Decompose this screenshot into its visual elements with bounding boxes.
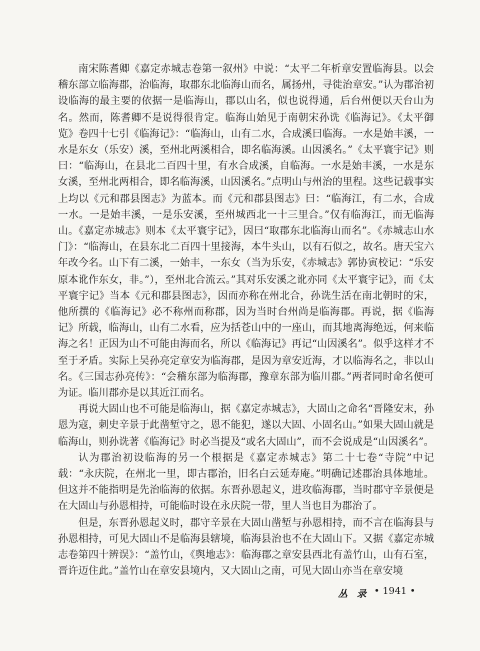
running-title: 丛 录 — [338, 589, 370, 600]
paragraph: 认为郡治初设临海的另一个根据是《嘉定赤城志》第二十七卷“寺院”中记载：“永庆院，在州北一里，即古郡治，旧名白云延寿庵。”明确记述郡治具体地址。但这并不能指明是先治临海的依据。东晋孙恩起义，进攻临海郡，当时郡守辛景便是在大固山与孙恩相持，可能临时设在永庆院一带，里人当也目为郡治了。 — [58, 452, 434, 513]
page-footer — [0, 584, 480, 604]
paragraph: 但是，东晋孙恩起义时，郡守辛景在大固山凿堑与孙恩相持，而不言在临海县与孙恩相持，可见大固山不是临海县辖境，临海县治也不在大固山下。又据《嘉定赤城志卷第四十辨误》：“盖竹山，《舆地志》：临海郡之章安县西北有盖竹山，山有石室，晋许迈住此。”盖竹山在章安县境内，又大固山之南，可见大固山亦当在章安境 — [58, 517, 434, 578]
paragraph: 南宋陈耆卿《嘉定赤城志卷第一叙州》中说：“太平二年析章安置临海县。以会稽东部立临海郡，治临海，取郡东北临海山而名，属扬州，寻徙治章安。”认为郡治初设临海的最主要的依据一是临海山，郡以山名，似也说得通，后台州便以天台山为名。然而，陈耆卿不是说得很肯定。临海山始见于南朝宋孙诜《临海记》。《太平御览》卷四十七引《临海记》：“临海山，山有二水，合成溪曰临海。一水是始丰溪，一水是东女（乐安）溪，至州北两溪相合，即名临海溪。山因溪名。”《太平寰宇记》则曰：“临海山，在县北二百四十里，有水合成溪，自临海。一水是始丰溪，一水是东女溪，至州北两相合，即名临海溪，山因溪名。”点明山与州治的里程。这些记载事实上均以《元和郡县图志》为蓝本。而《元和郡县图志》曰：“临海江，有二水，合成一水。一是始丰溪，一是乐安溪，至州城西北一十三里合。”仅有临海江，而无临海山。《嘉定赤城志》则本《太平寰宇记》，因曰“取郡东北临海山而名”。《赤城志山水门》：“临海山，在县东北二百四十里接海，本牛头山，以有石似之，故名。唐天宝六年改今名。山下有二溪，一始丰，一东女（当为乐安，《赤城志》郭协寅校记：“乐安原本讹作东女，非。”），至州北合流云。”其对乐安溪之讹亦同《太平寰宇记》，而《太平寰宇记》当本《元和郡县图志》，因而亦称在州北合，孙诜生活在南北朝时的宋，他所撰的《临海记》必不称州而称郡，因为当时台州尚是临海郡。再说，据《临海记》所载，临海山，山有二水看，应为括苍山中的一座山，而其地离海绝远，何来临海之名！正因为山不可能由海而名，所以《临海记》再记“山因溪名”。似乎这样才不至于矛盾。实际上吴孙亮定章安为临海郡，是因为章安近海，才以临海名之，非以山名。《三国志孙亮传》：“会稽东部为临海郡，豫章东部为临川郡。”两者同时命名便可为证。临川郡亦是以其近江而名。 — [58, 64, 434, 400]
body-text — [58, 62, 434, 581]
page-number: • 1941 • — [374, 586, 416, 597]
paragraph: 再说大固山也不可能是临海山，据《嘉定赤城志》，大固山之命名“晋隆安末，孙恩为寇，刺史辛景于此凿堑守之，恩不能犯，遂以大固、小固名山。”如果大固山就是临海山，则孙诜著《临海记》时必当提及“或名大固山”，而不会说成是“山因溪名”。 — [58, 404, 434, 448]
